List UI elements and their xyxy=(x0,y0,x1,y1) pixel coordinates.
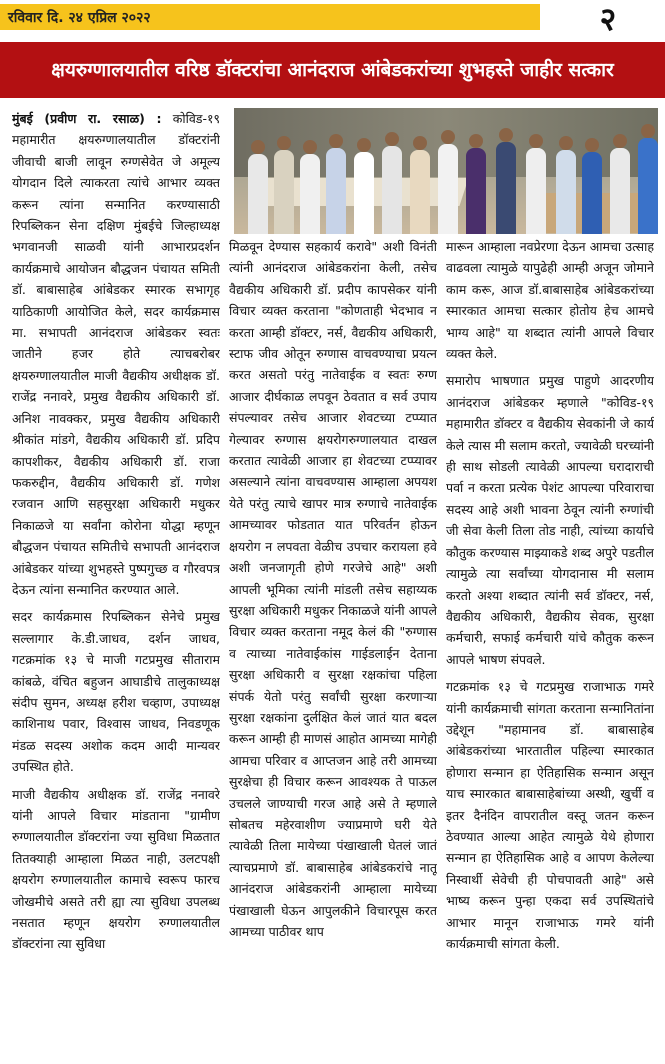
page-number: २ xyxy=(599,0,617,38)
photo-person xyxy=(274,150,294,234)
photo-person xyxy=(300,154,320,234)
photo-person xyxy=(582,152,602,234)
article-paragraph: सदर कार्यक्रमास रिपब्लिकन सेनेचे प्रमुख सल्लागार के.डी.जाधव, दर्शन जाधव, गटक्रमांक १३ चे माजी गटप्रमुख सीताराम कांबळे, वंचित बहुजन आघाडीचे तालुकाध्यक्ष संदीप सुमन, अध्यक्ष हरीश चव्हाण, उपाध्यक्ष काशिनाथ पवार, विश्वास जाधव, निवडणूक मंडळ सदस्य अशोक कदम आदी मान्यवर उपस्थित होते. xyxy=(12,609,220,775)
event-photo xyxy=(234,108,658,234)
date-line: रविवार दि. २४ एप्रिल २०२२ xyxy=(0,4,540,30)
article-paragraph: गटक्रमांक १३ चे गटप्रमुख राजाभाऊ गमरे यांनी कार्यक्रमाची सांगता करताना सन्मानितांना उद्देशून "महामानव डॉ. बाबासाहेब आंबेडकरांच्या भारतातील पहिल्या स्मारकात होणारा सन्मान हा ऐतिहासिक सन्मान असून याच स्मारकात बाबासाहेबांच्या अस्थी, खुर्ची व इतर दैनंदिन वापरातील वस्तू जतन करून ठेवण्यात आल्या आहेत त्यामुळे येथे होणारा सन्मान हा ऐतिहासिक आहे व आपण केलेल्या निस्वार्थी सेवेची ही पोचपावती आहे" असे भाष्य करून पुन्हा एकदा सर्व उपस्थितांचे आभार मानून राजाभाऊ गमरे यांनी कार्यक्रमाची सांगता केली. xyxy=(446,679,654,951)
paragraph-text: कोविड-१९ महामारीत क्षयरुग्णालयातील डॉक्टरांनी जीवाची बाजी लावून रुग्णसेवेत जे अमूल्य योगदान दिले त्याकरता त्यांचे आभार व्यक्त करून त्यांना सन्मानित करण्यासाठी रिपब्लिकन सेना दक्षिण मुंबईचे जिल्हाध्यक्ष भगवानजी साळवी यांनी आभारप्रदर्शन कार्यक्रमाचे आयोजन बौद्धजन पंचायत समिती डॉ. बाबासाहेब आंबेडकर स्मारक सभागृह याठिकाणी आयोजित केले, सदर कार्यक्रमास मा. सभापती आनंदराज आंबेडकर स्वतः जातीने हजर होते त्याचबरोबर क्षयरुग्णालयातील माजी वैद्यकीय अधीक्षक डॉ. राजेंद्र ननावरे, प्रमुख वैद्यकीय अधिकारी डॉ. अनिश नावक्कर, प्रमुख वैद्यकीय अधिकारी श्रीकांत मांडगे, वैद्यकीय अधिकारी डॉ. प्रदिप कापशीकर, वैद्यकीय अधिकारी डॉ. राजा फकरुद्दीन, वैद्यकीय अधिकारी डॉ. गणेश रजवान आणि सहसुरक्षा अधिकारी मधुकर निकाळजे या सर्वांना कोरोना योद्धा म्हणून बौद्धजन पंचायत समितीचे सभापती आनंदराज आंबेडकर यांच्या शुभहस्ते पुष्पगुच्छ व गौरवपत्र देऊन त्यांना सन्मानित करण्यात आले. xyxy=(12,111,220,597)
photo-person xyxy=(248,154,268,234)
photo-person xyxy=(382,146,402,234)
photo-person xyxy=(410,150,430,234)
article-paragraph xyxy=(12,108,220,600)
article-paragraph: समारोप भाषणात प्रमुख पाहुणे आदरणीय आनंदराज आंबेडकर म्हणाले "कोविड-१९ महामारीत डॉक्टर व वैद्यकीय सेवकांनी जे कार्य केले त्यास मी सलाम करतो, ज्यावेळी घरच्यांनी ही साथ सोडली त्यावेळी आपल्या घरादाराची पर्वा न करता प्रत्येक पेशंट आपल्या परिवाराचा सदस्य आहे अशी भावना ठेवून त्यांनी रुग्णांची जी सेवा केली तिला तोड नाही, त्यांच्या कार्याचे कौतुक करण्यास माझ्याकडे शब्द अपुरे पडतील त्यामुळे त्या सर्वांच्या योगदानास मी सलाम करतो अश्या शब्दात त्यांनी सर्व डॉक्टर, नर्स, वैद्यकीय अधिकारी, वैद्यकीय सेवक, सुरक्षा कर्मचारी, सफाई कर्मचारी यांचे कौतुक करून आपले भाषण संपवले. xyxy=(446,373,654,667)
photo-person xyxy=(526,148,546,234)
photo-person xyxy=(438,144,458,234)
page-header xyxy=(0,0,665,40)
photo-person xyxy=(638,138,658,234)
article-column-2 xyxy=(229,236,437,1060)
article-paragraph: मिळवून देण्यास सहकार्य करावे" अशी विनंती त्यांनी आनंदराज आंबेडकरांना केली, तसेच वैद्यकीय अधिकारी डॉ. प्रदीप कापसेकर यांनी विचार व्यक्त करताना "कोणताही भेदभाव न करता आम्ही डॉक्टर, नर्स, वैद्यकीय अधिकारी, स्टाफ जीव ओतून रुग्णास वाचवण्याचा प्रयत्न करत असतो परंतु नातेवाईक व स्वतः रुग्ण आजार दीर्घकाळ लपवून ठेवतात व सर्व उपाय संपल्यावर तसेच आजार शेवटच्या टप्प्यात गेल्यावर रुग्णास क्षयरोगरुग्णालयात दाखल करतात त्यावेळी आजार हा शेवटच्या टप्प्यावर असल्याने त्यांना वाचवण्यास आम्हाला अपयश येते परंतु त्याचे खापर मात्र रुग्णाचे नातेवाईक आमच्यावर फोडतात यात परिवर्तन होऊन क्षयरोग न लपवता वेळीच उपचार करायला हवे अशी जनजागृती होणे गरजेचे आहे" अशी आपली भूमिका त्यांनी मांडली तसेच सहाय्यक सुरक्षा अधिकारी मधुकर निकाळजे यांनी आपले विचार व्यक्त करताना नमूद केलं की "रुग्णास व त्याच्या नातेवाईकांस गाईडलाईन देताना सुरक्षा अधिकारी व सुरक्षा रक्षकांचा पहिला संपर्क येतो परंतु सर्वांची सुरक्षा करणाऱ्या सुरक्षा रक्षकांना दुर्लक्षित केलं जातं यात बदल करून आम्ही ही माणसं आहोत आमच्या मागेही आमचा परिवार व आप्तजन आहे तरी आमच्या सुरक्षेचा ही विचार करून आवश्यक ते पाऊल उचलले जाण्याची गरज आहे असे ते म्हणाले सोबतच महेरवाशीण ज्याप्रमाणे घरी येते त्यावेळी तिला मायेच्या पंखाखाली घेतलं जातं त्याचप्रमाणे डॉ. बाबासाहेब आंबेडकरांचे नातू आनंदराज आंबेडकरांनी आम्हाला मायेच्या पंखाखाली घेऊन आपुलकीने विचारपूस करत आमच्या पाठीवर थाप xyxy=(229,239,437,939)
photo-person xyxy=(556,150,576,234)
article-paragraph: मारून आम्हाला नवप्रेरणा देऊन आमचा उत्साह वाढवला त्यामुळे यापुढेही आम्ही अजून जोमाने काम करू, आज डॉ.बाबासाहेब आंबेडकरांच्या स्मारकात आमचा सत्कार होतोय हेच आमचे भाग्य आहे" या शब्दात त्यांनी आपले विचार व्यक्त केले. xyxy=(446,239,654,362)
photo-person xyxy=(326,148,346,234)
headline: क्षयरुग्णालयातील वरिष्ठ डॉक्टरांचा आनंदराज आंबेडकरांच्या शुभहस्ते जाहीर सत्कार xyxy=(0,42,665,98)
dateline: मुंबई (प्रवीण रा. रसाळ) : xyxy=(12,111,162,126)
photo-person xyxy=(466,148,486,234)
photo-person xyxy=(496,142,516,234)
article-column-1 xyxy=(12,108,220,1060)
article-paragraph: माजी वैद्यकीय अधीक्षक डॉ. राजेंद्र ननावरे यांनी आपले विचार मांडताना "ग्रामीण रुग्णालयातील डॉक्टरांना ज्या सुविधा मिळतात तितक्याही आम्हाला मिळत नाही, उलटपक्षी क्षयरोग रुग्णालयातील कामाचे स्वरूप फारच जोखमीचे असते तरी ह्या त्या सुविधा उपलब्ध नसतात म्हणून क्षयरोग रुग्णालयातील डॉक्टरांना त्या सुविधा xyxy=(12,786,220,952)
photo-person xyxy=(354,152,374,234)
photo-person xyxy=(610,148,630,234)
article-column-3 xyxy=(446,236,654,1060)
